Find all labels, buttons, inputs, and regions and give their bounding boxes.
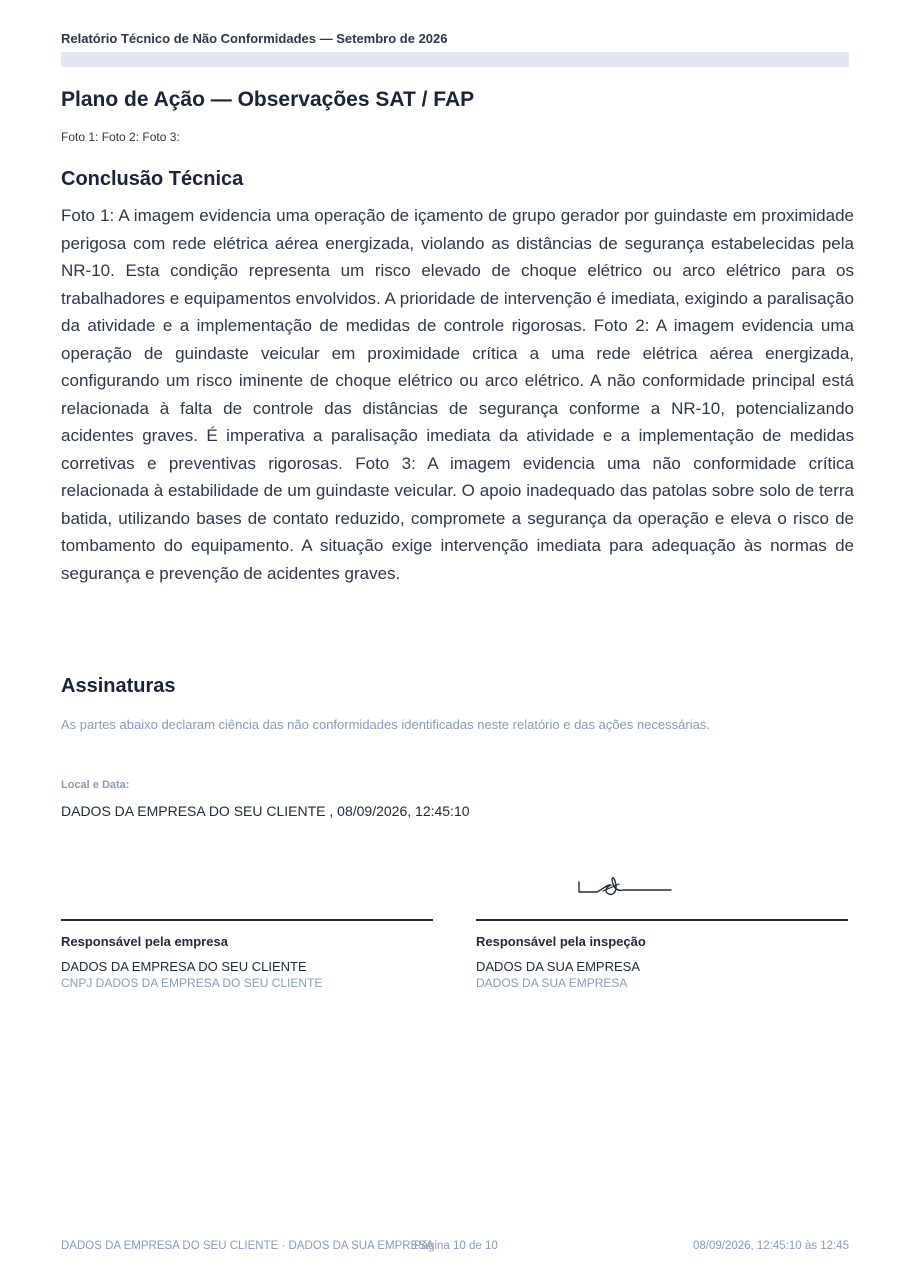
company-role-label: Responsável pela empresa bbox=[61, 934, 228, 949]
inspector-company-sub: DADOS DA SUA EMPRESA bbox=[476, 976, 628, 990]
company-cnpj: CNPJ DADOS DA EMPRESA DO SEU CLIENTE bbox=[61, 976, 323, 990]
report-header-title: Relatório Técnico de Não Conformidades — Setembro de 2026 bbox=[61, 31, 448, 46]
photo-labels: Foto 1: Foto 2: Foto 3: bbox=[61, 130, 180, 144]
inspector-company-name: DADOS DA SUA EMPRESA bbox=[476, 959, 640, 974]
inspector-signature-block bbox=[476, 919, 848, 990]
footer-timestamp: 08/09/2026, 12:45:10 às 12:45 bbox=[692, 1240, 849, 1252]
company-name: DADOS DA EMPRESA DO SEU CLIENTE bbox=[61, 959, 307, 974]
action-plan-title: Plano de Ação — Observações SAT / FAP bbox=[61, 88, 475, 111]
inspector-role-label: Responsável pela inspeção bbox=[476, 934, 646, 949]
company-signature-block bbox=[61, 919, 433, 990]
footer-companies: DADOS DA EMPRESA DO SEU CLIENTE · DADOS DA SUA EMPRESA bbox=[61, 1240, 434, 1252]
company-signature-line bbox=[61, 919, 433, 921]
inspector-signature-line bbox=[476, 919, 848, 921]
inspector-signature-image bbox=[575, 872, 675, 900]
header-divider-bar bbox=[61, 52, 849, 67]
conclusion-text: Foto 1: A imagem evidencia uma operação de içamento de grupo gerador por guindaste em proximidade perigosa com rede elétrica aérea energizada, violando as distâncias de segurança estabelecidas pela NR-10. Esta condição representa um risco elevado de choque elétrico ou arco elétrico para os trabalhadores e equipamentos envolvidos. A prioridade de intervenção é imediata, exigindo a paralisação da atividade e a implementação de medidas de controle rigorosas. Foto 2: A imagem evidencia uma operação de guindaste veicular em proximidade crítica a uma rede elétrica aérea energizada, configurando um risco iminente de choque elétrico ou arco elétrico. A não conformidade principal está relacionada à falta de controle das distâncias de segurança conforme a NR-10, potencializando acidentes graves. É imperativa a paralisação imediata da atividade e a implementação de medidas corretivas e preventivas rigorosas. Foto 3: A imagem evidencia uma não conformidade crítica relacionada à estabilidade de um guindaste veicular. O apoio inadequado das patolas sobre solo de terra batida, utilizando bases de contato reduzido, compromete a segurança da operação e eleva o risco de tombamento do equipamento. A situação exige intervenção imediata para adequação às normas de segurança e prevenção de acidentes graves. bbox=[61, 206, 854, 583]
signatures-title: Assinaturas bbox=[61, 675, 176, 697]
conclusion-title: Conclusão Técnica bbox=[61, 168, 244, 190]
signatures-intro: As partes abaixo declaram ciência das não conformidades identificadas neste relatório e das ações necessárias. bbox=[61, 717, 710, 732]
place-date-label: Local e Data: bbox=[61, 779, 130, 791]
footer-page-number: Página 10 de 10 bbox=[414, 1240, 498, 1252]
place-date-value: DADOS DA EMPRESA DO SEU CLIENTE , 08/09/2026, 12:45:10 bbox=[61, 803, 470, 819]
